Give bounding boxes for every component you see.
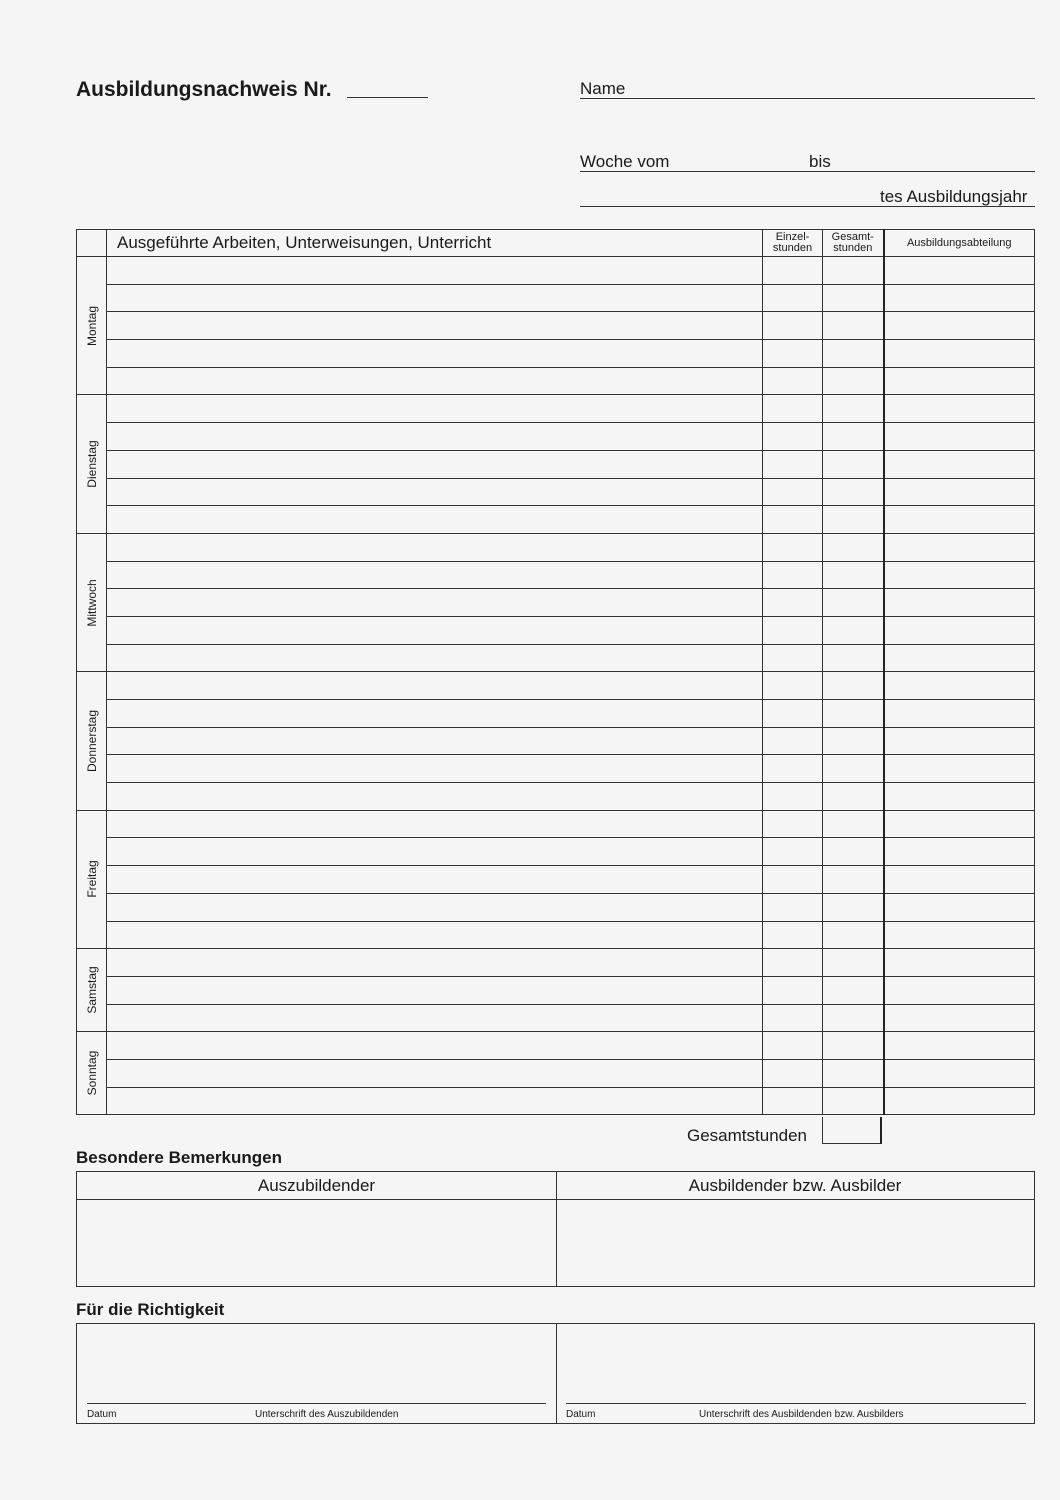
department-cell[interactable] [884,1059,1035,1087]
single-hours-cell[interactable] [763,755,823,783]
single-hours-cell[interactable] [763,423,823,451]
table-row [77,616,1035,644]
department-cell[interactable] [884,367,1035,395]
total-hours-cell[interactable] [823,1059,884,1087]
remarks-title: Besondere Bemerkungen [76,1148,282,1167]
single-hours-cell[interactable] [763,312,823,340]
work-cell[interactable] [107,838,763,866]
day-cell-dienstag [77,395,107,533]
single-hours-cell[interactable] [763,395,823,423]
day-label: Sonntag [84,1050,99,1096]
table-row [77,561,1035,589]
total-hours-cell[interactable] [823,1087,884,1115]
single-hours-cell[interactable] [763,921,823,949]
table-row [77,367,1035,395]
single-hours-cell[interactable] [763,367,823,395]
table-row [77,1087,1035,1115]
department-cell[interactable] [884,1032,1035,1060]
total-hours-cell[interactable] [823,810,884,838]
day-cell-montag [77,257,107,395]
total-hours-cell[interactable] [823,672,884,700]
table-row [77,423,1035,451]
table-row [77,506,1035,534]
day-cell-mittwoch [77,533,107,671]
total-hours-cell[interactable] [823,1032,884,1060]
department-cell[interactable] [884,561,1035,589]
table-row [77,921,1035,949]
training-year-field-line[interactable] [580,206,1035,207]
total-hours-cell[interactable] [823,340,884,368]
header-total-hours-line1: Gesamt- [831,231,874,243]
total-hours-cell[interactable] [823,727,884,755]
table-row [77,478,1035,506]
table-row [77,1059,1035,1087]
single-hours-cell[interactable] [763,838,823,866]
table-row [77,810,1035,838]
work-cell[interactable] [107,810,763,838]
department-cell[interactable] [884,921,1035,949]
total-hours-cell[interactable] [823,644,884,672]
department-cell[interactable] [884,589,1035,617]
work-cell[interactable] [107,976,763,1004]
department-cell[interactable] [884,893,1035,921]
single-hours-cell[interactable] [763,1087,823,1115]
table-row [77,976,1035,1004]
single-hours-cell[interactable] [763,284,823,312]
table-row [77,644,1035,672]
department-cell[interactable] [884,616,1035,644]
work-cell[interactable] [107,672,763,700]
day-cell-sonntag [77,1032,107,1115]
department-cell[interactable] [884,450,1035,478]
department-cell[interactable] [884,257,1035,285]
single-hours-cell[interactable] [763,976,823,1004]
department-cell[interactable] [884,838,1035,866]
work-cell[interactable] [107,340,763,368]
table-row [77,893,1035,921]
single-hours-cell[interactable] [763,644,823,672]
single-hours-cell[interactable] [763,783,823,811]
name-label: Name [580,79,626,98]
week-from-label: Woche vom [580,152,670,171]
total-hours-cell[interactable] [823,1004,884,1032]
department-cell[interactable] [884,1004,1035,1032]
total-hours-cell[interactable] [823,866,884,894]
trainer-date-label: Datum [566,1409,596,1420]
trainee-signature-line[interactable] [87,1403,546,1404]
header-total-hours [823,230,884,257]
single-hours-cell[interactable] [763,561,823,589]
table-row [77,755,1035,783]
table-row [77,783,1035,811]
work-cell[interactable] [107,367,763,395]
total-hours-cell[interactable] [823,367,884,395]
day-label: Mittwoch [84,578,99,627]
signature-divider [556,1324,557,1423]
work-cell[interactable] [107,1059,763,1087]
single-hours-cell[interactable] [763,478,823,506]
table-row [77,949,1035,977]
verification-title: Für die Richtigkeit [76,1300,225,1319]
work-cell[interactable] [107,395,763,423]
department-cell[interactable] [884,866,1035,894]
day-cell-donnerstag [77,672,107,810]
total-hours-cell[interactable] [823,589,884,617]
trainee-date-label: Datum [87,1409,117,1420]
work-cell[interactable] [107,450,763,478]
single-hours-cell[interactable] [763,700,823,728]
total-hours-cell[interactable] [823,893,884,921]
table-row [77,340,1035,368]
total-hours-cell[interactable] [823,395,884,423]
work-cell[interactable] [107,589,763,617]
day-label: Donnerstag [84,710,99,773]
total-hours-cell[interactable] [823,284,884,312]
total-hours-cell[interactable] [823,949,884,977]
single-hours-cell[interactable] [763,257,823,285]
department-cell[interactable] [884,644,1035,672]
total-hours-cell[interactable] [823,312,884,340]
header-single-hours-line2: stunden [772,242,813,254]
work-cell[interactable] [107,727,763,755]
remarks-trainer-header: Ausbildender bzw. Ausbilder [556,1172,1034,1200]
week-to-label: bis [809,152,831,171]
department-cell[interactable] [884,727,1035,755]
table-row [77,312,1035,340]
total-hours-cell[interactable] [823,506,884,534]
department-cell[interactable] [884,312,1035,340]
department-cell[interactable] [884,340,1035,368]
work-cell[interactable] [107,866,763,894]
report-number-line[interactable] [347,97,428,98]
header-department: Ausbildungsabteilung [884,230,1035,257]
day-cell-samstag [77,949,107,1032]
trainee-signature-label: Unterschrift des Auszubildenden [255,1409,399,1420]
single-hours-cell[interactable] [763,616,823,644]
trainer-signature-line[interactable] [566,1403,1026,1404]
table-header-row [77,230,1035,257]
department-cell[interactable] [884,755,1035,783]
work-cell[interactable] [107,755,763,783]
work-cell[interactable] [107,284,763,312]
table-row [77,1004,1035,1032]
department-cell[interactable] [884,533,1035,561]
single-hours-cell[interactable] [763,866,823,894]
work-cell[interactable] [107,700,763,728]
work-cell[interactable] [107,644,763,672]
work-cell[interactable] [107,478,763,506]
work-cell[interactable] [107,561,763,589]
department-cell[interactable] [884,810,1035,838]
work-cell[interactable] [107,533,763,561]
total-hours-cell[interactable] [823,976,884,1004]
single-hours-cell[interactable] [763,1004,823,1032]
total-hours-cell[interactable] [823,921,884,949]
single-hours-cell[interactable] [763,949,823,977]
table-row [77,1032,1035,1060]
total-hours-cell[interactable] [823,478,884,506]
department-cell[interactable] [884,700,1035,728]
department-cell[interactable] [884,395,1035,423]
table-row [77,838,1035,866]
table-row [77,257,1035,285]
training-year-label: tes Ausbildungsjahr [880,187,1028,206]
header-single-hours [763,230,823,257]
total-hours-cell[interactable] [823,533,884,561]
department-cell[interactable] [884,783,1035,811]
remarks-trainee-header: Auszubildender [77,1172,556,1200]
trainer-signature-label: Unterschrift des Ausbildenden bzw. Ausbilders [699,1409,904,1420]
table-row [77,866,1035,894]
day-cell-freitag [77,810,107,948]
department-cell[interactable] [884,478,1035,506]
day-label: Freitag [84,860,99,899]
total-hours-cell[interactable] [823,450,884,478]
table-row [77,284,1035,312]
form-title: Ausbildungsnachweis Nr. [76,78,332,101]
table-row [77,672,1035,700]
table-row [77,589,1035,617]
department-cell[interactable] [884,949,1035,977]
header-single-hours-line1: Einzel- [775,231,810,243]
table-row [77,533,1035,561]
single-hours-cell[interactable] [763,893,823,921]
name-field-line[interactable] [580,98,1035,99]
single-hours-cell[interactable] [763,450,823,478]
work-cell[interactable] [107,949,763,977]
single-hours-cell[interactable] [763,672,823,700]
work-cell[interactable] [107,1032,763,1060]
remarks-box [76,1171,1035,1287]
table-row [77,727,1035,755]
work-cell[interactable] [107,257,763,285]
department-cell[interactable] [884,672,1035,700]
total-hours-label: Gesamtstunden [687,1126,808,1145]
single-hours-cell[interactable] [763,727,823,755]
day-label: Montag [84,305,99,346]
total-hours-cell[interactable] [823,838,884,866]
total-hours-cell[interactable] [823,755,884,783]
work-cell[interactable] [107,312,763,340]
single-hours-cell[interactable] [763,810,823,838]
table-row [77,700,1035,728]
work-cell[interactable] [107,423,763,451]
department-cell[interactable] [884,284,1035,312]
single-hours-cell[interactable] [763,533,823,561]
total-hours-cell[interactable] [823,257,884,285]
department-cell[interactable] [884,1087,1035,1115]
work-cell[interactable] [107,783,763,811]
department-cell[interactable] [884,423,1035,451]
total-hours-cell[interactable] [823,616,884,644]
single-hours-cell[interactable] [763,506,823,534]
day-label: Dienstag [84,440,99,488]
single-hours-cell[interactable] [763,340,823,368]
total-hours-cell[interactable] [823,700,884,728]
header-day-cell [77,230,107,257]
single-hours-cell[interactable] [763,589,823,617]
table-row [77,395,1035,423]
table-row [77,450,1035,478]
remarks-trainee-column[interactable] [77,1172,557,1286]
work-cell[interactable] [107,616,763,644]
day-label: Samstag [84,966,99,1014]
total-hours-cell[interactable] [823,783,884,811]
week-field-line[interactable] [580,171,1035,172]
department-cell[interactable] [884,506,1035,534]
work-cell[interactable] [107,506,763,534]
weekly-activity-table [76,229,1035,1115]
total-hours-cell[interactable] [823,561,884,589]
header-work: Ausgeführte Arbeiten, Unterweisungen, Unterricht [107,230,763,257]
work-cell[interactable] [107,921,763,949]
single-hours-cell[interactable] [763,1059,823,1087]
remarks-trainer-column[interactable] [556,1172,1034,1286]
total-hours-cell[interactable] [823,423,884,451]
work-cell[interactable] [107,1004,763,1032]
header-total-hours-line2: stunden [833,242,873,254]
single-hours-cell[interactable] [763,1032,823,1060]
department-cell[interactable] [884,976,1035,1004]
signature-box [76,1323,1035,1424]
total-hours-field[interactable] [822,1117,882,1144]
work-cell[interactable] [107,1087,763,1115]
work-cell[interactable] [107,893,763,921]
